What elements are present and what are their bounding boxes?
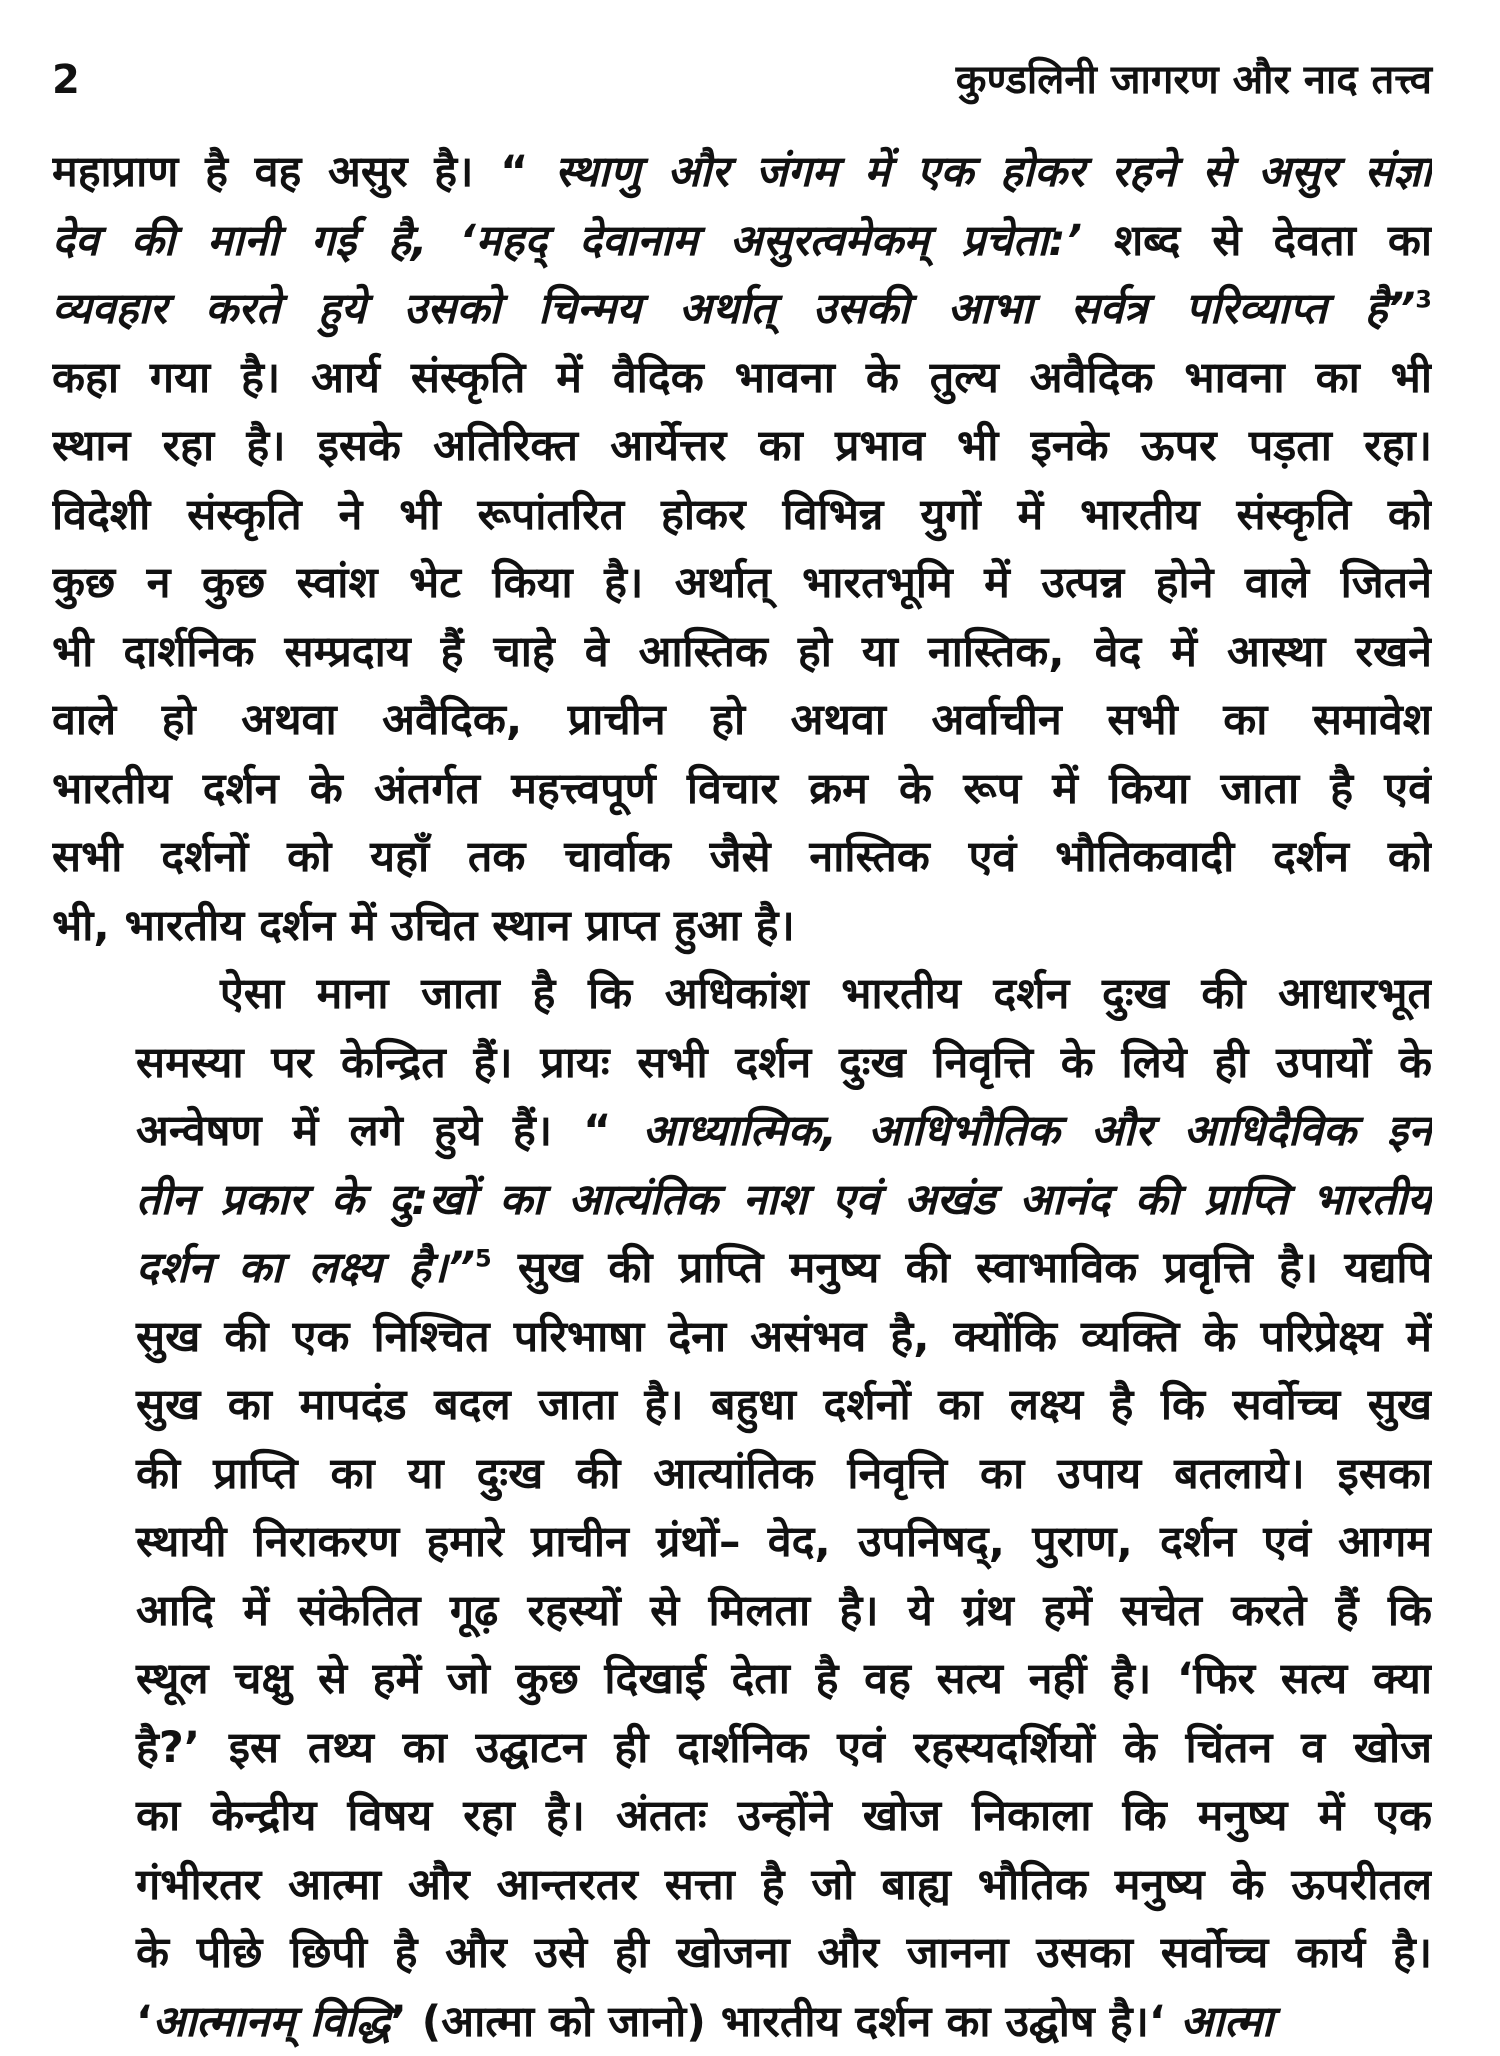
text-segment: सुख की प्राप्ति मनुष्य की स्वाभाविक प्रवृत्ति है। यद्यपि <box>492 1243 1432 1293</box>
text-segment: कहा गया है। आर्य संस्कृति में वैदिक भावना के तुल्य अवैदिक भावना का भी <box>52 353 1432 403</box>
quoted-text: व्यवहार करते हुये उसको चिन्मय अर्थात् उसकी आभा सर्वत्र परिव्याप्त है” <box>52 284 1415 334</box>
text-segment: का केन्द्रीय विषय रहा है। अंततः उन्होंने खोज निकाला कि मनुष्य में एक <box>136 1791 1432 1841</box>
text-line <box>52 344 1432 413</box>
text-segment: स्थायी निराकरण हमारे प्राचीन ग्रंथों– वेद, उपनिषद्, पुराण, दर्शन एवं आगम <box>136 1517 1432 1567</box>
text-line <box>52 1577 1432 1646</box>
text-line <box>52 207 1432 276</box>
text-line <box>52 1440 1432 1509</box>
quoted-text: आत्मानम् विद्धि <box>152 1997 390 2047</box>
text-line <box>52 618 1432 687</box>
text-line <box>52 1988 1432 2056</box>
body-text <box>52 138 1432 2056</box>
text-line <box>52 1029 1432 1098</box>
paragraph <box>52 138 1432 960</box>
text-line <box>52 481 1432 550</box>
quoted-text: स्थाणु और जंगम में एक होकर रहने से असुर संज्ञा <box>555 147 1432 197</box>
quoted-text: आत्मा <box>1180 1997 1273 2047</box>
quoted-text: देव की मानी गई है, ‘महद् देवानाम असुरत्वमेकम् प्रचेता:’ <box>52 216 1082 266</box>
text-segment: अन्वेषण में लगे हुये हैं। “ <box>136 1106 643 1156</box>
quoted-text: दर्शन का लक्ष्य है।” <box>136 1243 475 1293</box>
text-segment: भी दार्शनिक सम्प्रदाय हैं चाहे वे आस्तिक हो या नास्तिक, वेद में आस्था रखने <box>52 627 1432 677</box>
text-line <box>52 960 1432 1029</box>
text-line <box>52 1645 1432 1714</box>
text-segment: सभी दर्शनों को यहाँ तक चार्वाक जैसे नास्तिक एवं भौतिकवादी दर्शन को <box>52 832 1432 882</box>
text-segment: स्थान रहा है। इसके अतिरिक्त आर्येत्तर का प्रभाव भी इनके ऊपर पड़ता रहा। <box>52 421 1432 471</box>
text-segment: विदेशी संस्कृति ने भी रूपांतरित होकर विभिन्न युगों में भारतीय संस्कृति को <box>52 490 1432 540</box>
text-line <box>52 755 1432 824</box>
text-line <box>52 892 1432 961</box>
text-segment: के पीछे छिपी है और उसे ही खोजना और जानना उसका सर्वोच्च कार्य है। <box>136 1928 1432 1978</box>
text-segment: ऐसा माना जाता है कि अधिकांश भारतीय दर्शन दुःख की आधारभूत <box>220 969 1432 1019</box>
text-segment: महाप्राण है वह असुर है। “ <box>52 147 555 197</box>
text-line <box>52 549 1432 618</box>
running-title: कुण्डलिनी जागरण और नाद तत्त्व <box>956 50 1432 105</box>
footnote-marker: 3 <box>1415 286 1432 314</box>
text-line <box>52 1371 1432 1440</box>
quoted-text: आध्यात्मिक, आधिभौतिक और आधिदैविक इन <box>643 1106 1433 1156</box>
paragraph <box>52 960 1432 2056</box>
text-line <box>52 1851 1432 1920</box>
text-line <box>52 1234 1432 1303</box>
text-segment: शब्द से देवता का <box>1082 216 1432 266</box>
text-line <box>52 1919 1432 1988</box>
text-segment: भी, भारतीय दर्शन में उचित स्थान प्राप्त हुआ है। <box>52 901 795 951</box>
text-line <box>52 412 1432 481</box>
text-segment: कुछ न कुछ स्वांश भेट किया है। अर्थात् भारतभूमि में उत्पन्न होने वाले जितने <box>52 558 1432 608</box>
page-number: 2 <box>52 57 80 103</box>
text-segment: की प्राप्ति का या दुःख की आत्यांतिक निवृत्ति का उपाय बतलाये। इसका <box>136 1449 1432 1499</box>
text-line <box>52 1508 1432 1577</box>
text-segment: वाले हो अथवा अवैदिक, प्राचीन हो अथवा अर्वाचीन सभी का समावेश <box>52 695 1432 745</box>
text-line <box>52 1714 1432 1783</box>
text-segment: सुख का मापदंड बदल जाता है। बहुधा दर्शनों का लक्ष्य है कि सर्वोच्च सुख <box>136 1380 1432 1430</box>
text-line <box>52 1097 1432 1166</box>
text-line <box>52 686 1432 755</box>
text-segment: है?’ इस तथ्य का उद्घाटन ही दार्शनिक एवं रहस्यदर्शियों के चिंतन व खोज <box>136 1723 1432 1773</box>
text-line <box>52 1166 1432 1235</box>
text-line <box>52 1303 1432 1372</box>
quoted-text: तीन प्रकार के दु:खों का आत्यंतिक नाश एवं अखंड आनंद की प्राप्ति भारतीय <box>136 1175 1432 1225</box>
text-segment: ‘ <box>136 1997 152 2047</box>
text-segment: सुख की एक निश्चित परिभाषा देना असंभव है, क्योंकि व्यक्ति के परिप्रेक्ष्य में <box>136 1312 1432 1362</box>
text-segment: भारतीय दर्शन के अंतर्गत महत्त्वपूर्ण विचार क्रम के रूप में किया जाता है एवं <box>52 764 1432 814</box>
text-segment: आदि में संकेतित गूढ़ रहस्यों से मिलता है। ये ग्रंथ हमें सचेत करते हैं कि <box>136 1586 1432 1636</box>
text-segment: ’ (आत्मा को जानो) भारतीय दर्शन का उद्घोष है।‘ <box>390 1997 1180 2047</box>
footnote-marker: 5 <box>475 1245 492 1273</box>
text-segment: गंभीरतर आत्मा और आन्तरतर सत्ता है जो बाह्य भौतिक मनुष्य के ऊपरीतल <box>136 1860 1432 1910</box>
text-line <box>52 1782 1432 1851</box>
text-line <box>52 138 1432 207</box>
text-line <box>52 275 1432 344</box>
text-segment: स्थूल चक्षु से हमें जो कुछ दिखाई देता है वह सत्य नहीं है। ‘फिर सत्य क्या <box>136 1654 1432 1704</box>
page-header <box>52 50 1432 116</box>
text-line <box>52 823 1432 892</box>
text-segment: समस्या पर केन्द्रित हैं। प्रायः सभी दर्शन दुःख निवृत्ति के लिये ही उपायों के <box>136 1038 1432 1088</box>
